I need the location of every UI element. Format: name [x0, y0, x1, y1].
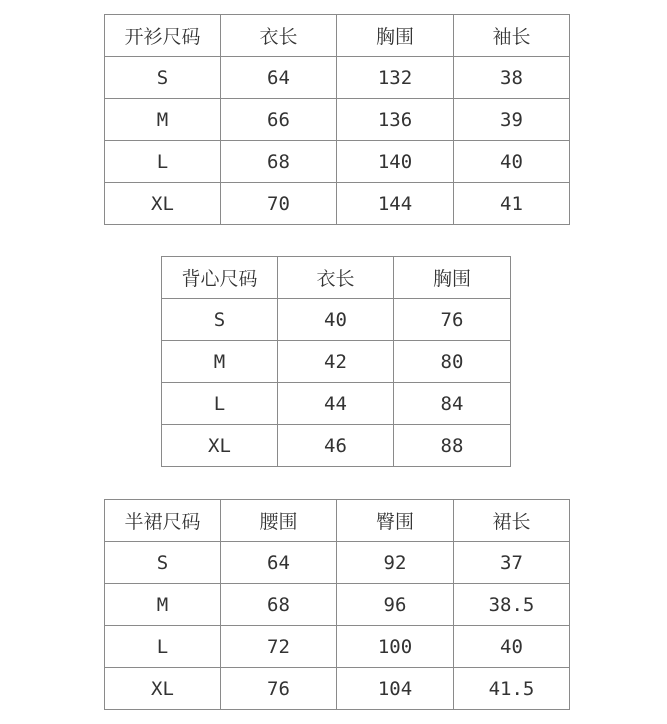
table-row: [105, 542, 570, 584]
cell-sleeve: 40: [454, 141, 570, 183]
cell-size: S: [105, 57, 221, 99]
cell-size: XL: [105, 668, 221, 710]
cell-length: 44: [278, 383, 394, 425]
table-row: [105, 141, 570, 183]
cell-size: M: [162, 341, 278, 383]
cell-skirt-length: 37: [454, 542, 570, 584]
cell-chest: 136: [337, 99, 454, 141]
table-row: [162, 383, 511, 425]
header-cell-hip: 臀围: [337, 500, 454, 542]
cell-sleeve: 41: [454, 183, 570, 225]
table-header-row: [105, 500, 570, 542]
cell-length: 46: [278, 425, 394, 467]
skirt-size-table: [104, 499, 570, 710]
cell-waist: 64: [221, 542, 337, 584]
header-cell-chest: 胸围: [337, 15, 454, 57]
header-cell-size: 背心尺码: [162, 257, 278, 299]
table-header-row: [105, 15, 570, 57]
cell-waist: 76: [221, 668, 337, 710]
table-header-row: [162, 257, 511, 299]
cell-size: S: [105, 542, 221, 584]
cell-sleeve: 38: [454, 57, 570, 99]
cell-hip: 92: [337, 542, 454, 584]
cell-hip: 100: [337, 626, 454, 668]
cell-hip: 96: [337, 584, 454, 626]
cell-size: L: [105, 141, 221, 183]
cardigan-size-table: [104, 14, 570, 225]
cell-chest: 140: [337, 141, 454, 183]
table-row: [105, 183, 570, 225]
cell-size: M: [105, 99, 221, 141]
vest-size-table: [161, 256, 511, 467]
table-row: [105, 99, 570, 141]
table-row: [162, 341, 511, 383]
header-cell-length: 衣长: [221, 15, 337, 57]
cell-skirt-length: 41.5: [454, 668, 570, 710]
cell-size: L: [162, 383, 278, 425]
header-cell-sleeve: 袖长: [454, 15, 570, 57]
cell-length: 70: [221, 183, 337, 225]
cell-length: 66: [221, 99, 337, 141]
table-row: [105, 584, 570, 626]
cell-size: M: [105, 584, 221, 626]
cell-chest: 144: [337, 183, 454, 225]
cell-size: XL: [105, 183, 221, 225]
header-cell-skirt-length: 裙长: [454, 500, 570, 542]
cell-length: 40: [278, 299, 394, 341]
table-row: [105, 668, 570, 710]
table-row: [105, 626, 570, 668]
header-cell-waist: 腰围: [221, 500, 337, 542]
cell-waist: 72: [221, 626, 337, 668]
header-cell-length: 衣长: [278, 257, 394, 299]
cell-chest: 80: [394, 341, 511, 383]
cell-chest: 132: [337, 57, 454, 99]
cell-chest: 76: [394, 299, 511, 341]
cell-chest: 88: [394, 425, 511, 467]
cell-skirt-length: 38.5: [454, 584, 570, 626]
header-cell-chest: 胸围: [394, 257, 511, 299]
table-row: [105, 57, 570, 99]
cell-hip: 104: [337, 668, 454, 710]
cell-size: XL: [162, 425, 278, 467]
cell-length: 42: [278, 341, 394, 383]
table-row: [162, 425, 511, 467]
cell-size: L: [105, 626, 221, 668]
cell-skirt-length: 40: [454, 626, 570, 668]
cell-sleeve: 39: [454, 99, 570, 141]
cell-length: 64: [221, 57, 337, 99]
cell-chest: 84: [394, 383, 511, 425]
header-cell-size: 半裙尺码: [105, 500, 221, 542]
header-cell-size: 开衫尺码: [105, 15, 221, 57]
cell-waist: 68: [221, 584, 337, 626]
cell-length: 68: [221, 141, 337, 183]
cell-size: S: [162, 299, 278, 341]
table-row: [162, 299, 511, 341]
